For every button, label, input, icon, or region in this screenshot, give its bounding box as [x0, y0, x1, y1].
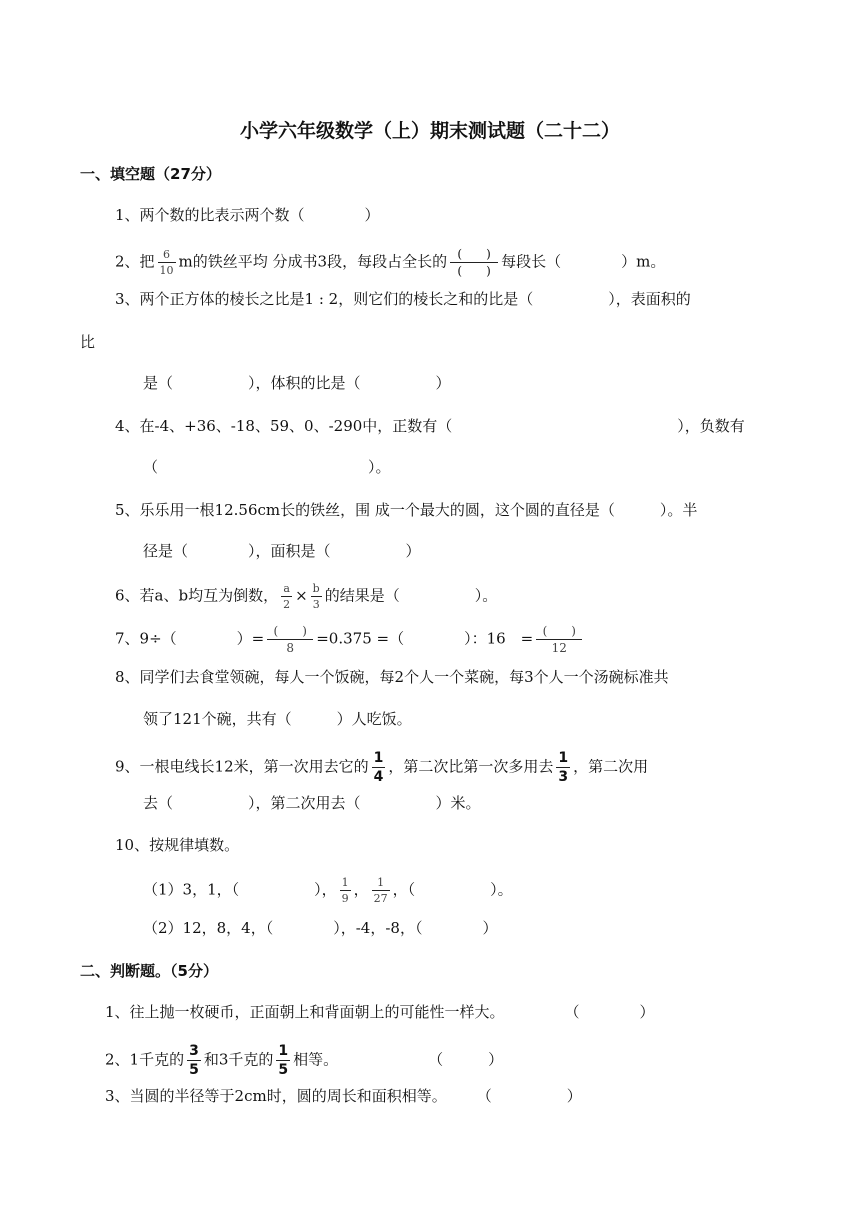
question-4-line-2: （ ）。: [143, 458, 391, 476]
question-5-line-1: 5、乐乐用一根12.56cm长的铁丝，围 成一个最大的圆，这个圆的直径是（ ）。半: [115, 501, 698, 519]
fraction: $\frac{6}{10}$: [159, 248, 174, 277]
fraction: $\frac{a}{2}$: [283, 582, 291, 611]
judgment-3: 3、当圆的半径等于2cm时，圆的周长和面积相等。 （ ）: [105, 1087, 582, 1105]
answer-blank-fraction[interactable]: $\frac{( )}{8}$: [267, 625, 313, 654]
fraction: $\frac{3}{5}$: [189, 1043, 199, 1078]
question-9-line-1: 9、一根电线长12米，第一次用去它的 $\frac{1}{4}$ ，第二次比第一次多用去 $\frac{1}{3}$ ，第二次用: [115, 750, 649, 785]
section-heading-fill-in: 一、填空题（27分）: [80, 165, 221, 183]
judgment-1: 1、往上抛一枚硬币，正面朝上和背面朝上的可能性一样大。 （ ）: [105, 1003, 655, 1021]
question-7: 7、9÷（ ）= $\frac{( )}{8}$ =0.375 =（ ）：16 = $\frac{( )}{12}$: [115, 625, 585, 654]
question-5-line-2: 径是（ ），面积是（ ）: [143, 542, 421, 560]
question-3-line-2: 比: [80, 333, 96, 351]
section-heading-true-false: 二、判断题。（5分）: [80, 962, 218, 980]
question-10-part-1: （1）3，1，（ ）， $\frac{1}{9}$ ， $\frac{1}{27}$ ，（ ）。: [143, 876, 513, 905]
question-3-line-3: 是（ ），体积的比是（ ）: [143, 374, 451, 392]
fraction: $\frac{1}{9}$: [341, 876, 349, 905]
question-4-line-1: 4、在-4、+36、-18、59、0、-290中，正数有（ ），负数有: [115, 417, 745, 435]
page-title: 小学六年级数学（上）期末测试题（二十二）: [239, 120, 620, 142]
answer-blank-fraction[interactable]: $\frac{( )}{( )}$: [450, 248, 498, 277]
fraction: $\frac{1}{3}$: [558, 750, 569, 785]
fraction: $\frac{1}{27}$: [373, 876, 388, 905]
fraction: $\frac{1}{4}$: [373, 750, 384, 785]
question-1: 1、两个数的比表示两个数（ ）: [115, 206, 380, 224]
question-3-line-1: 3、两个正方体的棱长之比是1 : 2，则它们的棱长之和的比是（ ），表面积的: [115, 290, 691, 308]
question-10-part-2: （2）12，8，4，（ ），-4，-8，（ ）: [143, 919, 498, 937]
question-6: 6、若a、b均互为倒数， $\frac{a}{2}$ × $\frac{b}{3}$ 的结果是（ ）。: [115, 582, 498, 611]
question-10-heading: 10、按规律填数。: [115, 836, 240, 854]
question-8-line-2: 领了121个碗，共有（ ）人吃饭。: [143, 710, 412, 728]
question-9-line-2: 去（ ），第二次用去（ ）米。: [143, 794, 481, 812]
judgment-2: 2、1千克的 $\frac{3}{5}$ 和3千克的 $\frac{1}{5}$ 相等。 （ ）: [105, 1043, 504, 1078]
fraction: $\frac{b}{3}$: [312, 582, 320, 611]
question-8-line-1: 8、同学们去食堂领碗，每人一个饭碗，每2个人一个菜碗，每3个人一个汤碗标准共: [115, 668, 669, 686]
answer-blank-fraction[interactable]: $\frac{( )}{12}$: [536, 625, 582, 654]
question-2: 2、把 $\frac{6}{10}$ m的铁丝平均 分成书3段，每段占全长的 $\frac{( )}{( )}$ 每段长（ ）m。: [115, 247, 666, 278]
fraction: $\frac{1}{5}$: [278, 1043, 289, 1078]
